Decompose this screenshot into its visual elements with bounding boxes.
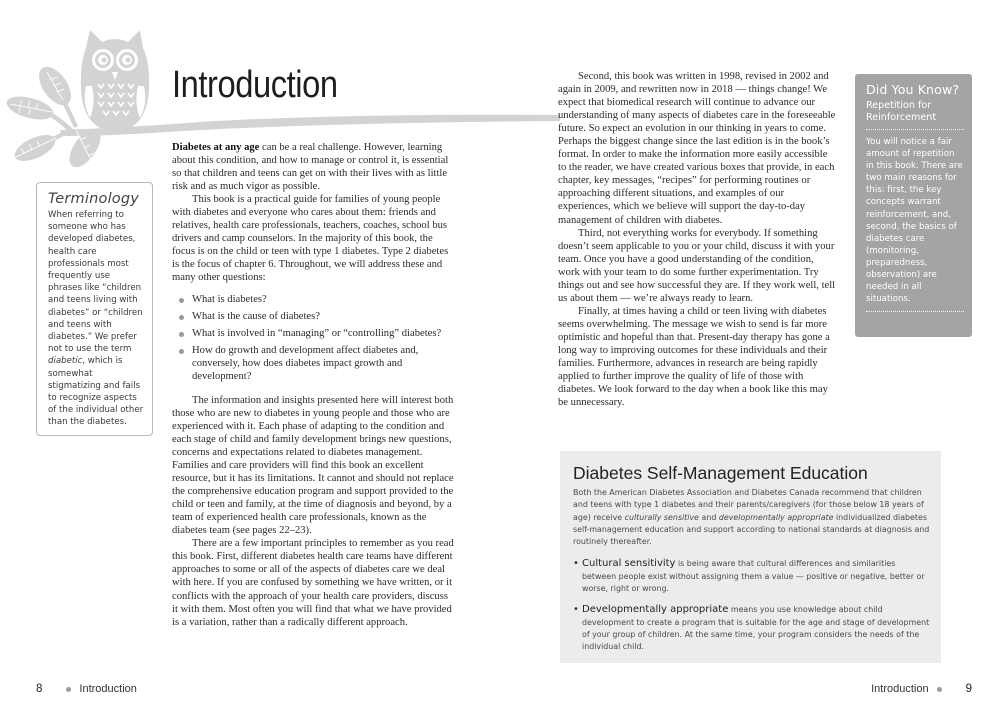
terminology-sidebar (36, 182, 153, 436)
page-number: 8 (36, 683, 43, 695)
terminology-text: When referring to someone who has developed diabetes, health care professionals most frequently use phrases like “children and teens living with diabetes” or “children and teens with diabetes.” We prefer not to use the term diabetic, which is somewhat stigmatizing and fails to recognize aspects of the individual other than the diabetes. (48, 210, 144, 428)
did-you-know-subtitle: Repetition for Reinforcement (866, 100, 937, 123)
bullet-icon (66, 687, 71, 692)
right-page-body (558, 70, 838, 409)
dsme-intro: Both the American Diabetes Association and Diabetes Canada recommend that children and teens with type 1 diabetes and their parents/caregivers (for those below 18 years of age) receive culturally sensitive and developmentally appropriate individualized diabetes self-management education and support according to national standards at diagnosis and routinely thereafter. (573, 488, 930, 547)
body-paragraph: The information and insights presented here will interest both those who are new to diabetes in young people and those who are experienced with it. Each phase of adapting to the condition and each stage of child and family development brings new questions, concerns and expectations related to diabetes management. Families and care providers will find this book an excellent resource, but it has its limitations. It cannot and should not replace the comprehensive education program and support provided to the child or teen and family, at the time of diagnosis and beyond, by a team of experienced health care professionals, known as the diabetes team (see pages 22–23). (172, 394, 454, 537)
definition-item: • Cultural sensitivity is being aware that cultural differences and similarities between people exist without assigning them a value — positive or negative, better or worse, right or wrong. (573, 558, 931, 595)
question-item: What is involved in “managing” or “controlling” diabetes? (178, 327, 454, 340)
did-you-know-label: Did You Know? (866, 82, 960, 97)
body-paragraph: There are a few important principles to remember as you read this book. First, different diabetes health care teams have different approaches to some or all of the aspects of diabetes care we deal with here. If you are confused by something we have written, or it conflicts with the approach of your health care providers, discuss it with them. Most often you will find that what we have provided is a variation, rather than a radically different approach. (172, 538, 454, 628)
folio-left (36, 683, 137, 695)
dotted-divider (866, 311, 964, 312)
question-item: What is the cause of diabetes? (178, 310, 454, 323)
chapter-title: Introduction (172, 64, 338, 106)
running-head: Introduction (79, 683, 137, 695)
running-head: Introduction (871, 683, 929, 695)
left-page-body (172, 141, 454, 629)
question-item: How do growth and development affect diabetes and, conversely, how does diabetes impact growth and development? (178, 344, 454, 383)
terminology-title: Terminology (48, 191, 140, 207)
dsme-box (560, 451, 941, 663)
did-you-know-text: You will notice a fair amount of repetition in this book. There are two main reasons for this: first, the key concepts warrant reinforcement, and, second, the basics of diabetes care (monitoring, preparedness, observation) are needed in all situations. (866, 137, 963, 305)
intro-lead: Diabetes at any age (172, 142, 260, 153)
body-paragraph: Second, this book was written in 1998, revised in 2002 and again in 2009, and rewritten now in 2018 — things change! We expect that biomedical research will continue to advance our understanding of many aspects of diabetes care in the foreseeable future. So expect an evolution in our thinking in years to come. Perhaps the biggest change since the last edition is in the book’s format. In order to make the information more easily accessible to the reader, we have created various boxes that provide, in each chapter, key messages, “recipes” for performing routines or approaching different situations, and examples of our experiences, which we believe will support the day-to-day management of children with diabetes. (558, 71, 836, 226)
dotted-divider (866, 129, 964, 130)
question-item: What is diabetes? (178, 293, 454, 306)
body-paragraph: This book is a practical guide for families of young people with diabetes and everyone who cares about them: friends and relatives, health care professionals, teachers, coaches, school bus drivers and camp counselors. In the majority of this book, the focus is on the child or teen with type 1 diabetes. Type 2 diabetes is the focus of chapter 6. Throughout, we will address these and many other questions: (172, 194, 449, 284)
did-you-know-box (855, 74, 972, 337)
terminology-italic-term: diabetic (48, 356, 83, 367)
dsme-title: Diabetes Self-Management Education (573, 463, 868, 483)
dsme-definitions (573, 558, 931, 653)
intro-paragraph: Diabetes at any age can be a real challenge. However, learning about this condition, and how to manage or control it, is essential so that children and teens can get on with their lives with as little risk and as much vigor as possible. (172, 142, 449, 193)
page-number: 9 (965, 683, 972, 695)
body-paragraph: Third, not everything works for everybody. If something doesn’t seem applicable to you or your child, discuss it with your team. Once you have a good understanding of the condition, work with your team to do some further experimentation. Try things out and see how successful they are. If they work well, tell us about them — we’re always ready to learn. (558, 227, 836, 304)
definition-item: • Developmentally appropriate means you use knowledge about child development to create a program that is suitable for the age and stage of development of your group of children. At the same time, your program considers the needs of the individual child. (573, 604, 931, 653)
questions-list (178, 293, 454, 383)
body-paragraph: Finally, at times having a child or teen living with diabetes seems overwhelming. The message we wish to send is far more optimistic and hopeful than that. Present-day therapy has gone a long way to improving outcomes for these individuals and their families. Furthermore, advances in research are being rapidly applied to further improve the quality of life of those with diabetes. We look forward to the day when a book like this may be unnecessary. (558, 305, 830, 409)
folio-right (871, 683, 972, 695)
bullet-icon (937, 687, 942, 692)
